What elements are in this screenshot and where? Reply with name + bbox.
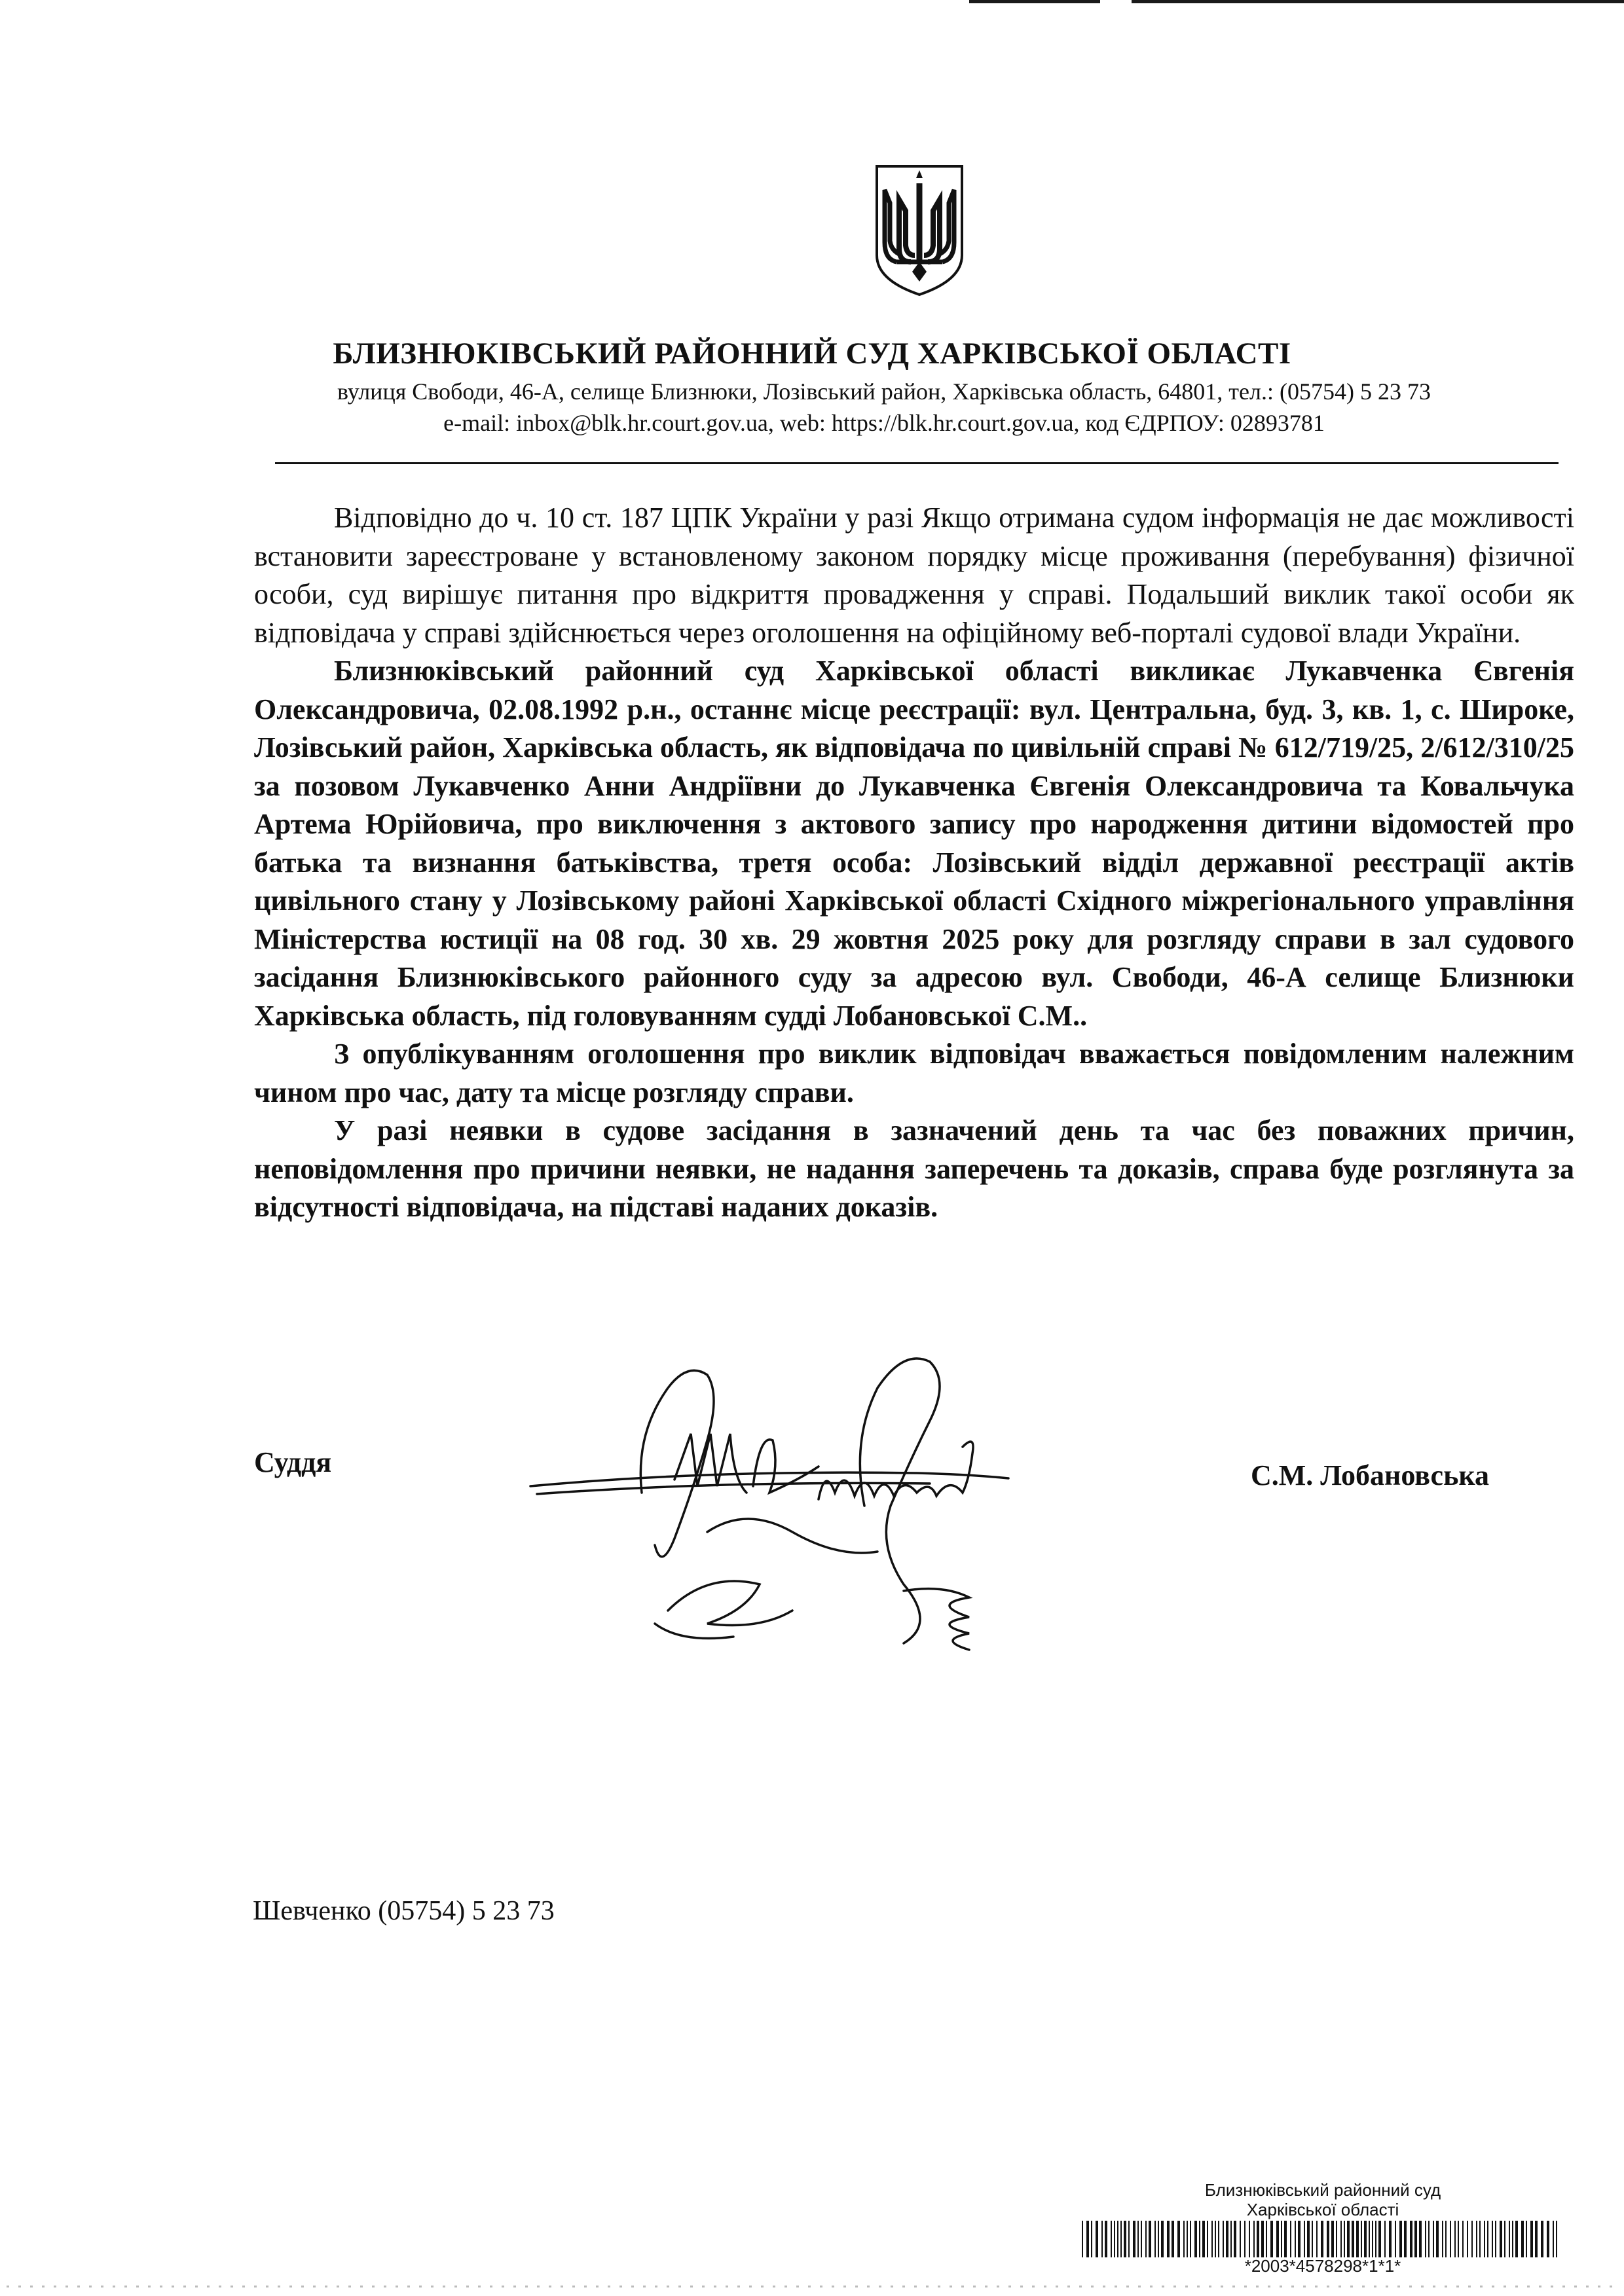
scan-dot [678,2286,681,2287]
scan-dot [549,2286,551,2287]
scan-dot [938,2286,940,2287]
court-address: вулиця Свободи, 46-А, селище Близнюки, Лозівський район, Харківська область, 64801, тел.: (05754) 5 23 73 [337,378,1431,405]
scan-dot [289,2286,292,2287]
scan-dot [879,2286,881,2287]
barcode-bar [1384,2221,1386,2257]
scan-dot [148,2286,151,2287]
barcode-bar [1479,2221,1481,2257]
barcode-bar [1484,2221,1485,2257]
scan-dot [1020,2286,1023,2287]
scan-dot [1386,2286,1388,2287]
scan-dot [1256,2286,1259,2287]
barcode-bar [1158,2221,1159,2257]
scan-dot [631,2286,634,2287]
stamp-region: Харківської області [1246,2200,1399,2219]
scan-dot [207,2286,210,2287]
barcode-bar [1105,2221,1107,2257]
scan-dot [561,2286,563,2287]
scan-dot [1562,2286,1565,2287]
scan-dot [490,2286,492,2287]
scan-dot [1327,2286,1329,2287]
barcode-bar [1433,2221,1434,2257]
scan-dot [513,2286,516,2287]
scan-dot [667,2286,669,2287]
barcode-bar [1356,2221,1359,2257]
barcode-bar [1111,2221,1112,2257]
barcode-bar [1298,2221,1301,2257]
scan-dot [832,2286,834,2287]
barcode-bar [1257,2221,1259,2257]
barcode-bar [1133,2221,1135,2257]
barcode-bar [1352,2221,1354,2257]
barcode-bar [1467,2221,1468,2257]
scan-dot [195,2286,198,2287]
scan-dot [454,2286,457,2287]
scan-dot [231,2286,233,2287]
barcode-bar [1240,2221,1241,2257]
barcode-bar [1445,2221,1447,2257]
scan-dot [77,2286,80,2287]
barcode-bar [1471,2221,1473,2257]
barcode-bar [1414,2221,1417,2257]
barcode-bar [1082,2221,1083,2257]
scan-dot [313,2286,316,2287]
scan-dot [1445,2286,1447,2287]
scan-dot [1468,2286,1471,2287]
scan-dot [1409,2286,1412,2287]
barcode-bar [1223,2221,1224,2257]
scan-dot [443,2286,445,2287]
scan-dot [714,2286,716,2287]
barcode-bar [1492,2221,1493,2257]
scan-dot [914,2286,917,2287]
scan-dot [113,2286,115,2287]
barcode-bar [1316,2221,1318,2257]
registry-stamp [1074,2180,1572,2219]
barcode-bar [1295,2221,1296,2257]
barcode-bar [1124,2221,1126,2257]
scan-dot [478,2286,481,2287]
barcode-bar [1428,2221,1430,2257]
scan-dot [1185,2286,1188,2287]
barcode-bar [1331,2221,1334,2257]
scan-dot [278,2286,280,2287]
barcode-bar [1521,2221,1524,2257]
scan-dot [160,2286,162,2287]
scan-dot [1138,2286,1141,2287]
barcode-bar [1378,2221,1381,2257]
barcode-bar [1199,2221,1200,2257]
scan-dot [643,2286,646,2287]
scan-dot [1126,2286,1129,2287]
barcode-bar [1281,2221,1282,2257]
scan-dot [1244,2286,1247,2287]
barcode-bar [1425,2221,1426,2257]
barcode-bar [1369,2221,1370,2257]
scan-dot [1586,2286,1589,2287]
scan-dot [1079,2286,1082,2287]
barcode-bar [1395,2221,1396,2257]
barcode-bar [1495,2221,1496,2257]
scan-dot [902,2286,905,2287]
scan-dot [1433,2286,1435,2287]
scan-artifact-bottom [0,2285,1624,2289]
scan-dot [1539,2286,1541,2287]
scan-dot [808,2286,811,2287]
scan-dot [1610,2286,1612,2287]
scan-dot [702,2286,705,2287]
barcode-bar [1172,2221,1174,2257]
scan-dot [124,2286,127,2287]
scan-dot [18,2286,21,2287]
barcode-bar [1336,2221,1337,2257]
barcode-bar [1410,2221,1412,2257]
barcode-bar [1304,2221,1305,2257]
scan-dot [254,2286,257,2287]
scan-dot [1515,2286,1518,2287]
notification-paragraph: З опублікуванням оголошення про виклик відповідач вважається повідомленим належним чином про час, дату та місце розгляду справи. [254,1038,1574,1108]
scan-dot [655,2286,657,2287]
scan-dot [737,2286,740,2287]
barcode [1082,2221,1561,2257]
scan-dot [1032,2286,1035,2287]
barcode-bar [1234,2221,1236,2257]
barcode-bar [1512,2221,1513,2257]
barcode-bar [1190,2221,1191,2257]
scan-dot [1162,2286,1164,2287]
scan-dot [1044,2286,1046,2287]
legal-basis-paragraph: Відповідно до ч. 10 ст. 187 ЦПК України у разі Якщо отримана судом інформація не дає можливості встановити зареєстроване у встановленому законом порядку місце проживання (перебування) фізичної особи, суд вирішує питання про відкриття провадження у справі. Подальший виклик такої особи як відповідача у справі здійснюється через оголошення на офіційному веб-порталі судової влади України. [254,501,1574,649]
barcode-bar [1211,2221,1213,2257]
scan-dot [1421,2286,1424,2287]
barcode-bar [1266,2221,1267,2257]
barcode-bar [1276,2221,1279,2257]
scan-dot [301,2286,304,2287]
scan-artifact-top-left [969,0,1100,3]
barcode-bar [1154,2221,1156,2257]
scan-dot [431,2286,434,2287]
scan-dot [337,2286,339,2287]
absence-paragraph: У разі неявки в судове засідання в зазначений день та час без поважних причин, неповідомлення про причини неявки, не надання заперечень та доказів, справа буде розглянута за відсутності відповідача, на підставі наданих доказів. [254,1114,1574,1223]
handwritten-signature [511,1336,1218,1702]
barcode-bar [1091,2221,1092,2257]
scan-dot [1115,2286,1117,2287]
barcode-bar [1476,2221,1477,2257]
scan-dot [384,2286,386,2287]
scan-dot [348,2286,351,2287]
scan-dot [30,2286,33,2287]
scan-dot [54,2286,56,2287]
scan-dot [867,2286,870,2287]
barcode-bar [1141,2221,1142,2257]
barcode-bar [1218,2221,1219,2257]
scan-dot [1574,2286,1577,2287]
scan-dot [985,2286,987,2287]
barcode-bar [1450,2221,1451,2257]
barcode-bar [1500,2221,1502,2257]
scan-dot [891,2286,893,2287]
barcode-bar [1419,2221,1422,2257]
barcode-bar [1526,2221,1527,2257]
scan-dot [1103,2286,1105,2287]
scan-dot [183,2286,186,2287]
barcode-bar [1436,2221,1439,2257]
barcode-bar [1128,2221,1130,2257]
scan-dot [726,2286,728,2287]
barcode-bar [1096,2221,1098,2257]
barcode-bar [1399,2221,1402,2257]
scan-dot [596,2286,599,2287]
barcode-bar [1504,2221,1505,2257]
barcode-bar [1120,2221,1122,2257]
barcode-bar [1509,2221,1510,2257]
scan-dot [101,2286,103,2287]
scan-dot [749,2286,752,2287]
barcode-bar [1253,2221,1255,2257]
barcode-bar [1535,2221,1538,2257]
scan-dot [1091,2286,1094,2287]
barcode-bar [1389,2221,1392,2257]
scan-dot [1504,2286,1506,2287]
document-body [254,499,1574,1227]
scan-dot [219,2286,221,2287]
scan-dot [997,2286,999,2287]
scan-dot [419,2286,422,2287]
scan-dot [1480,2286,1483,2287]
scan-dot [950,2286,952,2287]
scan-dot [690,2286,693,2287]
barcode-bar [1361,2221,1362,2257]
barcode-bar [1344,2221,1345,2257]
barcode-bar [1261,2221,1264,2257]
scan-dot [1551,2286,1553,2287]
barcode-bar [1347,2221,1350,2257]
scan-dot [1280,2286,1282,2287]
barcode-bar [1290,2221,1291,2257]
scan-dot [1232,2286,1235,2287]
barcode-bar [1321,2221,1323,2257]
barcode-bar [1462,2221,1464,2257]
scan-dot [89,2286,92,2287]
barcode-bar [1541,2221,1543,2257]
barcode-bar [1375,2221,1376,2257]
stamp-court-name: Близнюківський районний суд [1204,2180,1441,2200]
scan-dot [1397,2286,1400,2287]
barcode-bar [1284,2221,1287,2257]
scan-dot [242,2286,245,2287]
scan-dot [502,2286,504,2287]
scan-dot [1303,2286,1306,2287]
scan-dot [584,2286,587,2287]
judge-name: С.М. Лобановська [1251,1459,1490,1491]
scan-dot [1315,2286,1318,2287]
barcode-bar [1547,2221,1549,2257]
barcode-bar [1270,2221,1273,2257]
barcode-bar [1307,2221,1310,2257]
scan-dot [926,2286,929,2287]
scan-dot [820,2286,822,2287]
barcode-bar [1161,2221,1164,2257]
scan-dot [7,2286,9,2287]
executor-contact: Шевченко (05754) 5 23 73 [253,1896,555,1926]
barcode-bar [1183,2221,1185,2257]
scan-dot [525,2286,528,2287]
scan-dot [1492,2286,1494,2287]
scan-dot [1291,2286,1294,2287]
scan-dot [773,2286,775,2287]
scan-dot [1150,2286,1153,2287]
barcode-bar [1556,2221,1557,2257]
scan-dot [396,2286,398,2287]
barcode-bar [1207,2221,1208,2257]
scan-dot [572,2286,575,2287]
barcode-bar [1454,2221,1456,2257]
scan-dot [266,2286,268,2287]
scan-dot [407,2286,410,2287]
scan-dot [784,2286,787,2287]
barcode-bar [1364,2221,1367,2257]
barcode-bar [1458,2221,1459,2257]
scan-dot [1338,2286,1341,2287]
barcode-bar [1244,2221,1246,2257]
scan-dot [973,2286,976,2287]
scan-artifact-top-right [1132,0,1624,3]
barcode-bar [1117,2221,1118,2257]
barcode-bar [1404,2221,1407,2257]
barcode-bar [1327,2221,1329,2257]
barcode-bar [1312,2221,1313,2257]
barcode-bar [1149,2221,1151,2257]
scan-dot [1221,2286,1223,2287]
scan-dot [1067,2286,1070,2287]
scan-dot [65,2286,68,2287]
barcode-bar [1086,2221,1089,2257]
scan-dot [466,2286,469,2287]
barcode-bar [1530,2221,1533,2257]
scan-dot [796,2286,799,2287]
court-contacts: e-mail: inbox@blk.hr.court.gov.ua, web: https://blk.hr.court.gov.ua, код ЄДРПОУ: 02893781 [443,410,1325,436]
barcode-bar [1187,2221,1188,2257]
barcode-bar [1230,2221,1232,2257]
barcode-bar [1177,2221,1180,2257]
court-name: БЛИЗНЮКІВСЬКИЙ РАЙОННИЙ СУД ХАРКІВСЬКОЇ ОБЛАСТІ [333,337,1291,371]
barcode-bar [1487,2221,1488,2257]
barcode-bar [1340,2221,1342,2257]
scan-dot [1056,2286,1058,2287]
barcode-bar [1515,2221,1518,2257]
scan-dot [619,2286,622,2287]
scan-dot [1598,2286,1600,2287]
trident-coat-of-arms-icon [873,164,966,298]
scan-dot [855,2286,858,2287]
scan-dot [172,2286,174,2287]
barcode-bar [1101,2221,1103,2257]
scan-dot [1197,2286,1200,2287]
scan-dot [608,2286,610,2287]
barcode-bar [1226,2221,1228,2257]
scan-dot [1374,2286,1376,2287]
scan-dot [1456,2286,1459,2287]
barcode-bar [1372,2221,1373,2257]
barcode-bar [1442,2221,1443,2257]
scan-dot [1209,2286,1211,2287]
judge-position-label: Суддя [254,1446,332,1478]
scan-dot [1008,2286,1011,2287]
scan-dot [761,2286,764,2287]
barcode-bar [1114,2221,1115,2257]
scan-dot [1527,2286,1530,2287]
summons-paragraph: Близнюківський районний суд Харківської області викликає Лукавченка Євгенія Олександровича, 02.08.1992 р.н., останнє місце реєстрації: вул. Центральна, буд. 3, кв. 1, с. Широке, Лозівський район, Харківська область, як відповідача по цивільній справі № 612/719/25, 2/612/310/25 за позовом Лукавченко Анни Андріївни до Лукавченка Євгенія Олександровича та Ковальчука Артема Юрійовича, про виключення з актового запису про народження дитини відомостей про батька та визнання батьківства, третя особа: Лозівський відділ державної реєстрації актів цивільного стану у Лозівському районі Харківської області Східного міжрегіонального управління Міністерства юстиції на 08 год. 30 хв. 29 жовтня 2025 року для розгляду справи в зал судового засідання Близнюківського районного суду за адресою вул. Свободи, 46-А селище Близнюки Харківська область, під головуванням судді Лобановської С.М.. [254,655,1574,1032]
scan-dot [360,2286,363,2287]
scan-dot [1350,2286,1353,2287]
barcode-bar [1249,2221,1250,2257]
scan-dot [372,2286,375,2287]
scan-dot [42,2286,45,2287]
barcode-bar [1167,2221,1170,2257]
scan-dot [325,2286,327,2287]
barcode-bar [1145,2221,1147,2257]
scan-dot [843,2286,846,2287]
header-divider [275,462,1559,464]
barcode-bar [1137,2221,1139,2257]
scan-dot [537,2286,540,2287]
barcode-bar [1215,2221,1216,2257]
scan-dot [1173,2286,1176,2287]
scan-dot [1362,2286,1365,2287]
scan-dot [961,2286,964,2287]
scan-dot [1268,2286,1270,2287]
scan-dot [136,2286,139,2287]
barcode-number: *2003*4578298*1*1* [1244,2256,1401,2276]
barcode-bar [1553,2221,1554,2257]
barcode-bar [1202,2221,1205,2257]
barcode-bar [1194,2221,1197,2257]
